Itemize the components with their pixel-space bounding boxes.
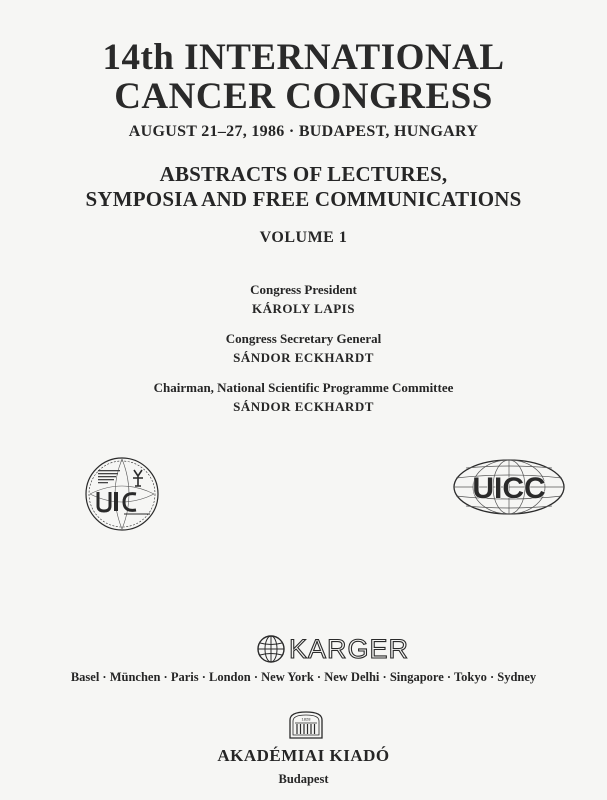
- akademiai-city: Budapest: [278, 772, 329, 786]
- karger-globe-icon: [256, 634, 286, 664]
- karger-wordmark: KARGER: [289, 634, 410, 664]
- role-president: Congress President: [250, 282, 357, 297]
- subtitle-line-2: SYMPOSIA AND FREE COMMUNICATIONS: [85, 187, 522, 211]
- subtitle-line-1: ABSTRACTS OF LECTURES,: [159, 162, 448, 186]
- congress-emblem-logo: [84, 456, 160, 532]
- karger-logo: [0, 633, 607, 665]
- role-secretary-general: Congress Secretary General: [225, 331, 382, 346]
- publisher-cities: Basel · München · Paris · London · New York · New Delhi · Singapore · Tokyo · Sydney: [70, 670, 537, 684]
- uicc-logo: [452, 458, 566, 516]
- akademiai-emblem-logo: [288, 710, 324, 740]
- congress-title-line-2: CANCER CONGRESS: [114, 76, 493, 117]
- congress-title-line-1: 14th INTERNATIONAL: [102, 37, 505, 78]
- congress-emblem-ring-text: [84, 532, 85, 533]
- akademiai-kiado-name: AKADÉMIAI KIADÓ: [217, 746, 390, 765]
- name-programme-chairman: SÁNDOR ECKHARDT: [233, 399, 374, 414]
- dates-location: AUGUST 21–27, 1986 · BUDAPEST, HUNGARY: [128, 123, 479, 140]
- name-secretary-general: SÁNDOR ECKHARDT: [233, 350, 374, 365]
- uicc-logo-letters: UICC: [472, 472, 546, 505]
- akademiai-emblem-year: 1828: [301, 716, 311, 722]
- role-programme-chairman: Chairman, National Scientific Programme Committee: [153, 380, 454, 395]
- volume-label: VOLUME 1: [259, 229, 348, 246]
- name-president: KÁROLY LAPIS: [252, 301, 355, 316]
- congress-emblem-letters: [84, 532, 85, 533]
